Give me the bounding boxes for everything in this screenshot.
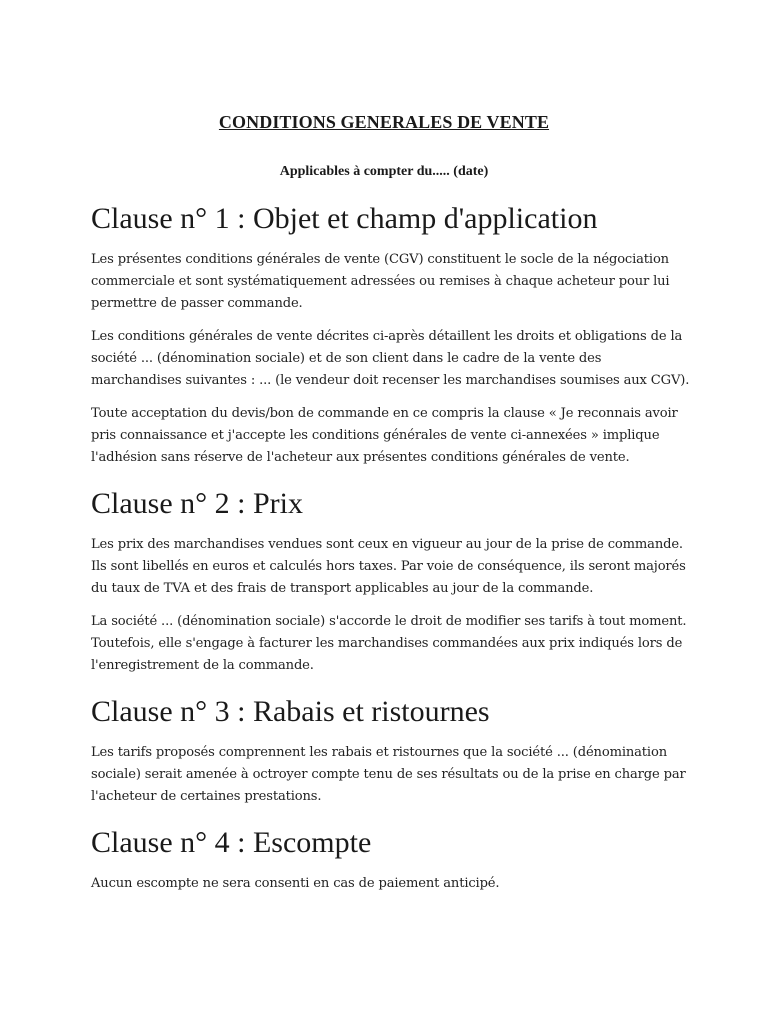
document-title: CONDITIONS GENERALES DE VENTE bbox=[218, 112, 550, 132]
clause-4 bbox=[91, 825, 691, 895]
clause-2-paragraph-2: La société ... (dénomination sociale) s'accorde le droit de modifier ses tarifs à tout moment. Toutefois, elle s'engage à facturer les marchandises commandées aux prix indiqués lors de l'enregistrement de la commande. bbox=[91, 614, 687, 673]
clause-2-paragraph-1: Les prix des marchandises vendues sont ceux en vigueur au jour de la prise de commande. Ils sont libellés en euros et calculés hors taxes. Par voie de conséquence, ils seront majorés du taux de TVA et des frais de transport applicables au jour de la commande. bbox=[91, 537, 686, 596]
clause-3-paragraph-1: Les tarifs proposés comprennent les rabais et ristournes que la société ... (dénomination sociale) serait amenée à octroyer compte tenu de ses résultats ou de la prise en charge par l'acheteur de certaines prestations. bbox=[91, 745, 686, 804]
clause-1-paragraph-3: Toute acceptation du devis/bon de commande en ce compris la clause « Je reconnais avoir pris connaissance et j'accepte les conditions générales de vente ci-annexées » implique l'adhésion sans réserve de l'acheteur aux présentes conditions générales de vente. bbox=[91, 406, 678, 465]
clause-2-heading: Clause n° 2 : Prix bbox=[91, 487, 303, 520]
clause-3 bbox=[91, 694, 691, 808]
clause-1-heading: Clause n° 1 : Objet et champ d'application bbox=[91, 202, 598, 235]
clause-4-heading: Clause n° 4 : Escompte bbox=[91, 826, 372, 859]
clause-1-paragraph-2: Les conditions générales de vente décrites ci-après détaillent les droits et obligations de la société ... (dénomination sociale) et de son client dans le cadre de la vente des marchandises suivantes : ... (le vendeur doit recenser les marchandises soumises aux CGV). bbox=[91, 329, 690, 388]
clause-3-heading: Clause n° 3 : Rabais et ristournes bbox=[91, 695, 490, 728]
clause-4-paragraph-1: Aucun escompte ne sera consenti en cas de paiement anticipé. bbox=[91, 876, 500, 891]
clause-1-paragraph-1: Les présentes conditions générales de vente (CGV) constituent le socle de la négociation commerciale et sont systématiquement adressées ou remises à chaque acheteur pour lui permettre de passer commande. bbox=[91, 252, 670, 311]
clause-1 bbox=[91, 201, 691, 469]
clause-2 bbox=[91, 486, 691, 677]
document-subtitle: Applicables à compter du..... (date) bbox=[279, 164, 489, 179]
